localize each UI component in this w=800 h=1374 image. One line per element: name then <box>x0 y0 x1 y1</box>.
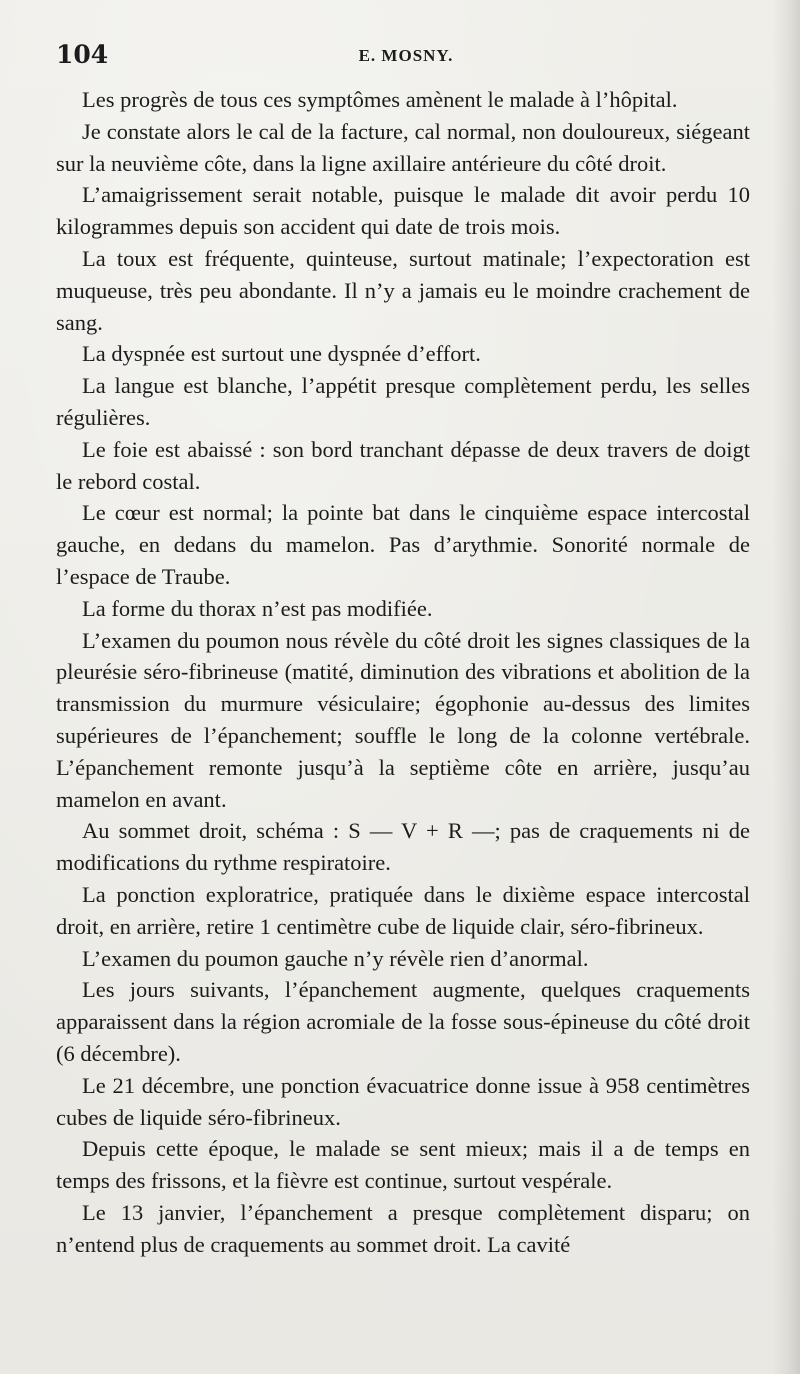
paragraph: L’examen du poumon nous révèle du côté droit les signes classiques de la pleurésie séro-fibrineuse (matité, diminution des vibrations et abolition de la transmission du murmure vésiculaire; égophonie au-dessus des limites supérieures de l’épanchement; souffle le long de la colonne vertébrale. L’épanchement remonte jusqu’à la septième côte en arrière, jusqu’au mamelon en avant. <box>56 627 750 812</box>
paragraph: La toux est fréquente, quinteuse, surtout matinale; l’expectoration est muqueuse, très peu abondante. Il n’y a jamais eu le moindre crachement de sang. <box>56 245 750 335</box>
paragraph: Je constate alors le cal de la facture, cal normal, non douloureux, siégeant sur la neuvième côte, dans la ligne axillaire antérieure du côté droit. <box>56 118 750 176</box>
paragraph: La langue est blanche, l’appétit presque complètement perdu, les selles régulières. <box>56 373 750 430</box>
running-head: E. MOSNY. <box>358 46 454 65</box>
paragraph: La dyspnée est surtout une dyspnée d’effort. <box>82 341 481 367</box>
paragraph: Le foie est abaissé : son bord tranchant dépasse de deux travers de doigt le rebord costal. <box>56 436 750 494</box>
paragraph: Le cœur est normal; la pointe bat dans le cinquième espace intercostal gauche, en dedans du mamelon. Pas d’arythmie. Sonorité normale de l’espace de Traube. <box>56 500 750 589</box>
page-edge-shadow <box>772 0 800 1374</box>
paragraph: L’examen du poumon gauche n’y révèle rien d’anormal. <box>82 945 589 971</box>
paragraph: Au sommet droit, schéma : S — V + R —; pas de craquements ni de modifications du rythme respiratoire. <box>56 818 750 876</box>
paragraph: Le 21 décembre, une ponction évacuatrice donne issue à 958 centimètres cubes de liquide séro-fibrineux. <box>56 1072 750 1130</box>
paragraph: La forme du thorax n’est pas modifiée. <box>82 595 433 621</box>
paragraph: Les jours suivants, l’épanchement augmente, quelques craquements apparaissent dans la région acromiale de la fosse sous-épineuse du côté droit (6 décembre). <box>56 977 750 1066</box>
paragraph: La ponction exploratrice, pratiquée dans le dixième espace intercostal droit, en arrière, retire 1 centimètre cube de liquide clair, séro-fibrineux. <box>56 881 750 939</box>
body-text <box>56 84 750 1260</box>
paragraph: Le 13 janvier, l’épanchement a presque complètement disparu; on n’entend plus de craquements au sommet droit. La cavité <box>56 1199 750 1257</box>
paragraph: L’amaigrissement serait notable, puisque le malade dit avoir perdu 10 kilogrammes depuis son accident qui date de trois mois. <box>56 182 750 240</box>
page-header <box>56 40 756 76</box>
paragraph: Depuis cette époque, le malade se sent mieux; mais il a de temps en temps des frissons, et la fièvre est continue, surtout vespérale. <box>56 1136 750 1194</box>
page-number: 104 <box>56 40 109 69</box>
paragraph: Les progrès de tous ces symptômes amènent le malade à l’hôpital. <box>82 87 678 112</box>
